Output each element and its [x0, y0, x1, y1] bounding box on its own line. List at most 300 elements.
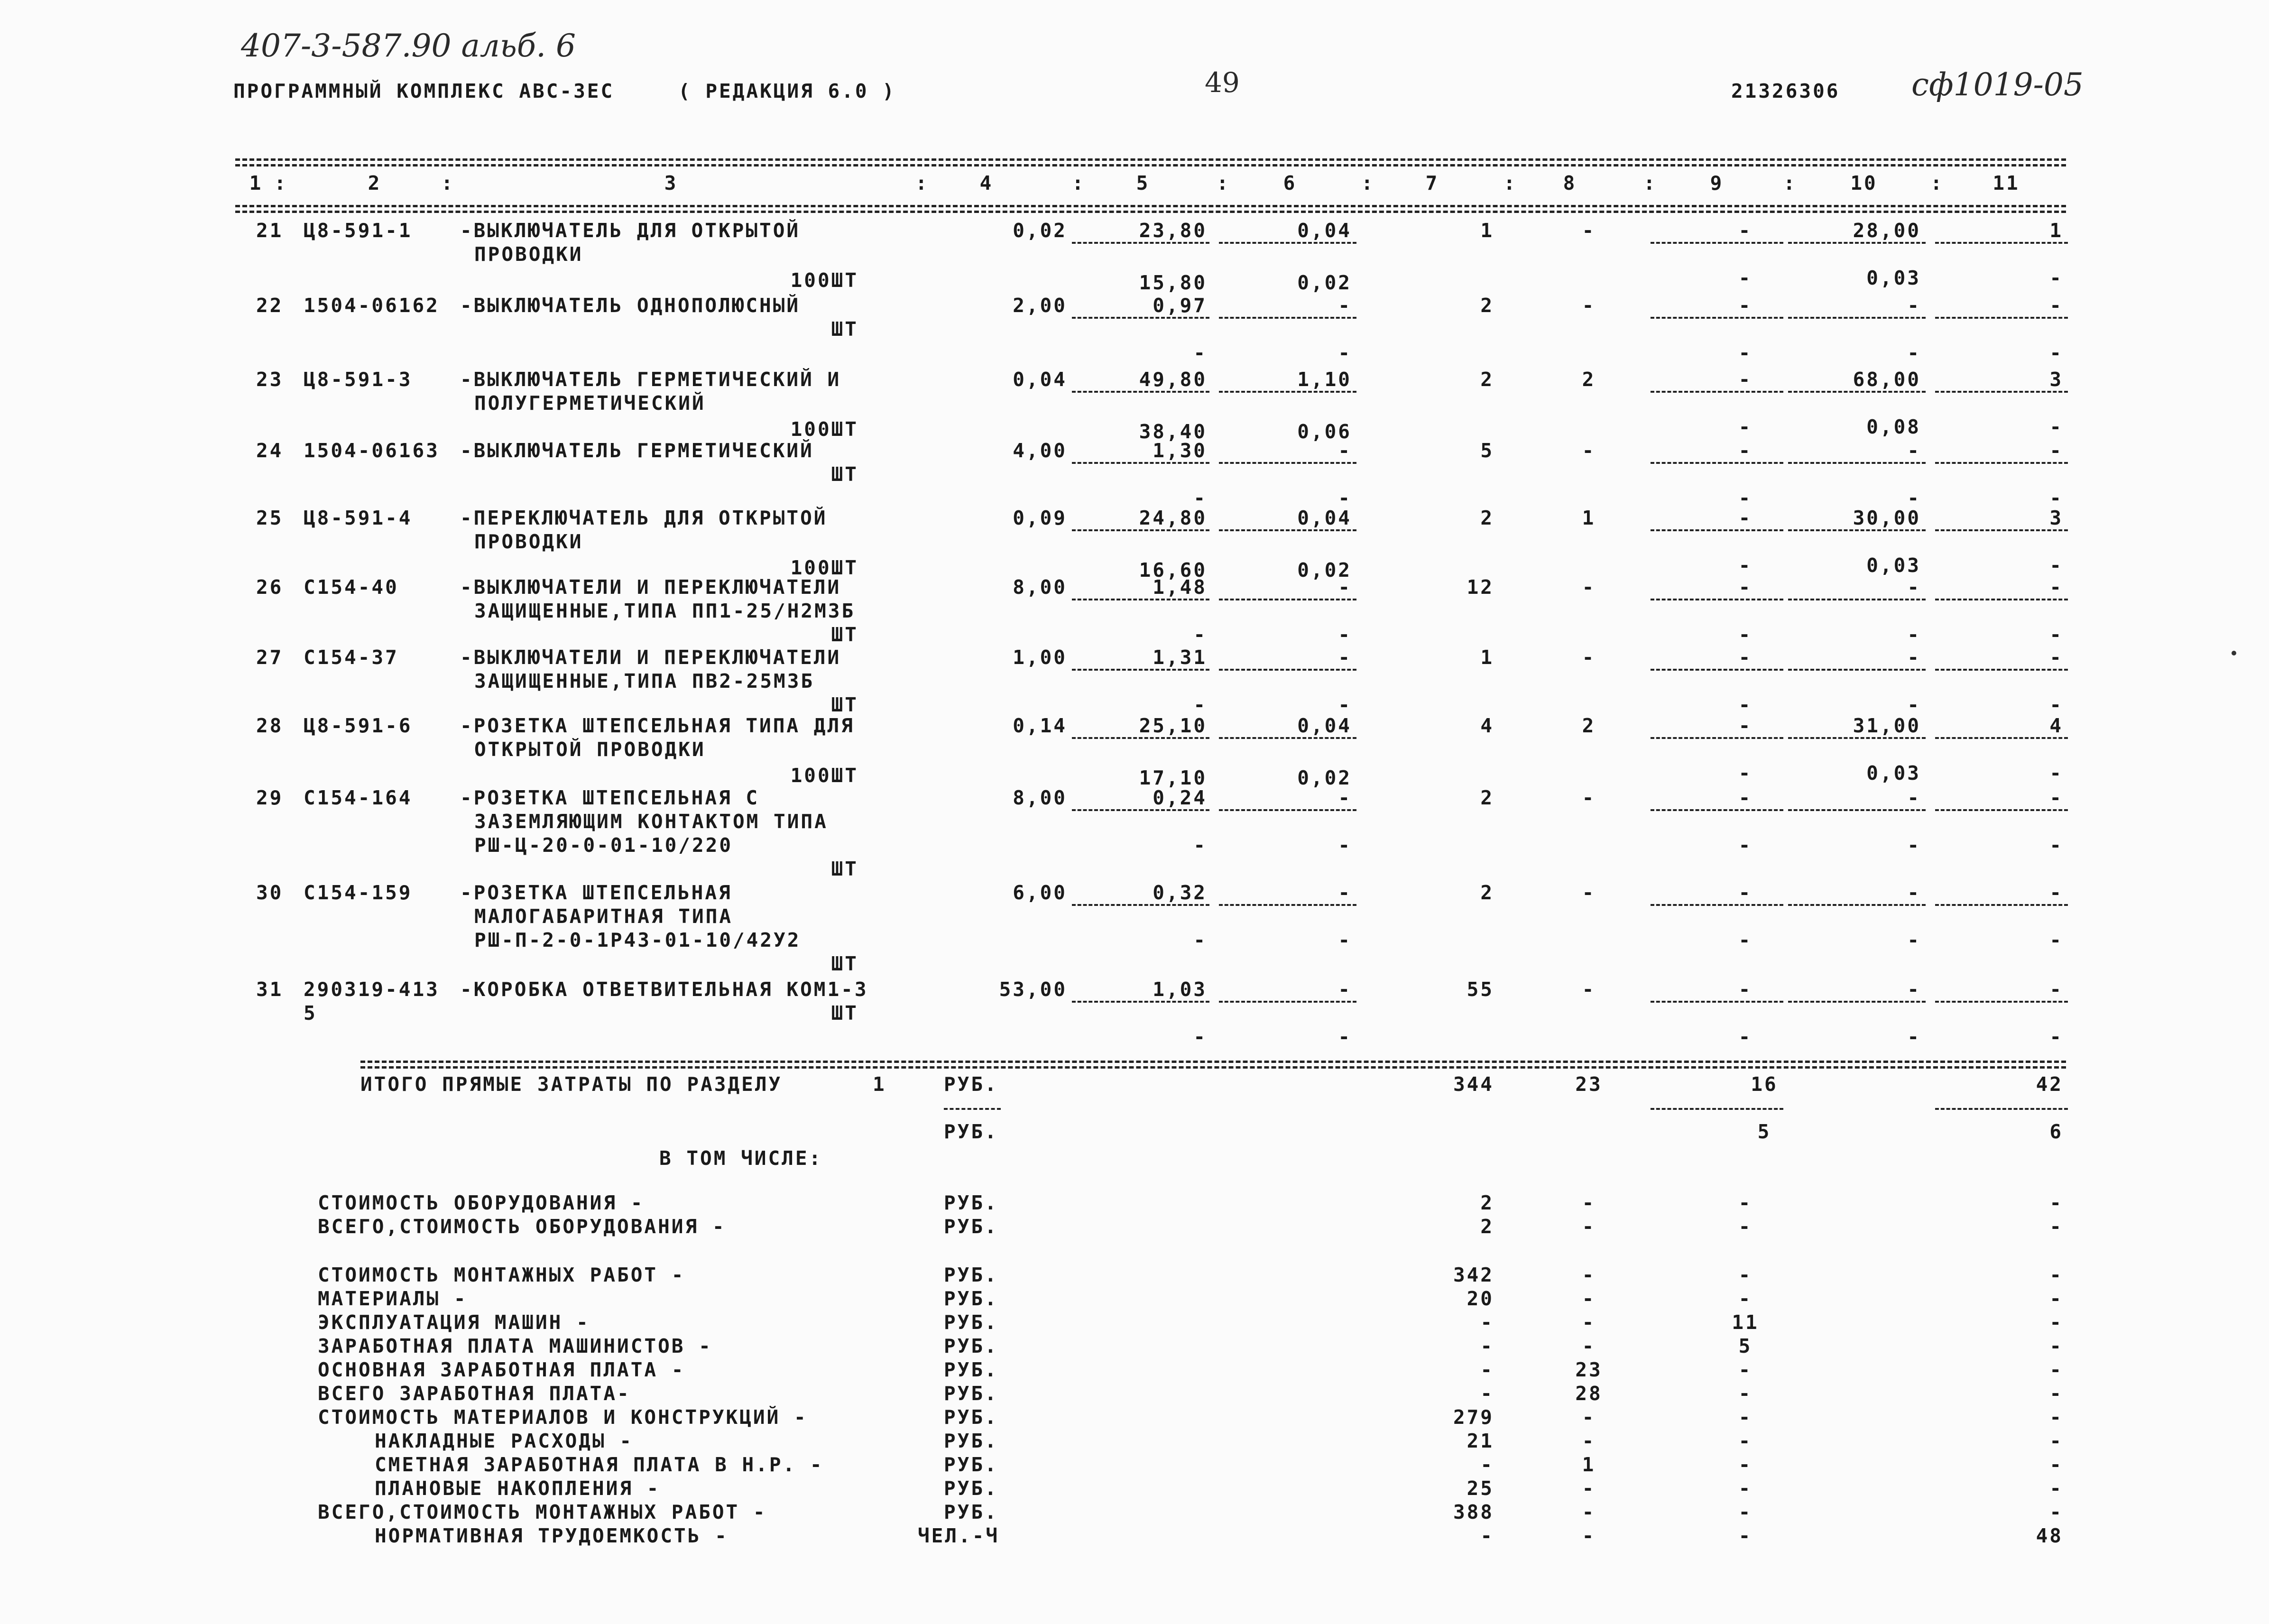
sub-rule: [1072, 317, 1209, 319]
summary-labour: -: [2049, 1382, 2063, 1405]
labour-total: -: [2049, 978, 2063, 1001]
cost-machine-wages: -: [1338, 834, 1352, 857]
summary-labour: -: [2049, 1191, 2063, 1214]
wages-sub: -: [1738, 1025, 1752, 1048]
sub-rule: [1935, 737, 2068, 739]
sub-rule: [1651, 462, 1783, 464]
row-number: 29: [256, 786, 284, 809]
summary-cost: -: [1480, 1453, 1494, 1476]
sub-rule: [1219, 809, 1356, 811]
summary-wages: 5: [1738, 1335, 1752, 1357]
total-cost: 2: [1480, 786, 1494, 809]
column-header-1: 1: [249, 172, 263, 194]
unit-of-measure: ШТ: [831, 858, 858, 880]
labour-machinists-unit: -: [1907, 1025, 1921, 1048]
labour-unit: -: [1907, 439, 1921, 462]
total-unit: РУБ.: [944, 1073, 998, 1096]
total-sub-rule: [944, 1108, 1001, 1110]
cost-machine-wages: 0,06: [1297, 420, 1352, 443]
cost-wages: -: [1193, 834, 1207, 857]
sub-rule: [1219, 1001, 1356, 1003]
sub-rule: [1219, 737, 1356, 739]
cost-total: 49,80: [1139, 368, 1207, 391]
summary-wages: -: [1738, 1382, 1752, 1405]
row-number: 22: [256, 294, 284, 317]
summary-unit: РУБ.: [944, 1311, 998, 1334]
unit-of-measure: ШТ: [831, 318, 858, 341]
resource-code: Ц8-591-3: [304, 368, 413, 391]
total-cost: 1: [1480, 219, 1494, 242]
total-cost: 1: [1480, 646, 1494, 669]
cost-total: 23,80: [1139, 219, 1207, 242]
sub-rule: [1935, 391, 2068, 393]
total-wages: -: [1738, 646, 1752, 669]
total-wages: -: [1738, 881, 1752, 904]
summary-labour: -: [2049, 1358, 2063, 1381]
labour-machinists-unit: -: [1907, 693, 1921, 716]
sub-rule: [1651, 317, 1783, 319]
cost-wages: -: [1193, 623, 1207, 646]
item-name-line: -ПЕРЕКЛЮЧАТЕЛЬ ДЛЯ ОТКРЫТОЙ: [460, 507, 828, 529]
sub-rule: [1788, 529, 1926, 531]
unit-of-measure: 100ШТ: [790, 418, 858, 441]
sub-rule: [1788, 391, 1926, 393]
column-separator: :: [1503, 172, 1517, 194]
sub-rule: [1072, 599, 1209, 600]
labour-unit: -: [1907, 646, 1921, 669]
sub-rule: [1651, 737, 1783, 739]
total-cost: 2: [1480, 507, 1494, 529]
summary-machines: -: [1582, 1264, 1596, 1286]
sub-rule: [1651, 809, 1783, 811]
sub-rule: [1788, 737, 1926, 739]
wages-sub: -: [1738, 554, 1752, 577]
summary-machines: 23: [1575, 1358, 1603, 1381]
item-name-line: -КОРОБКА ОТВЕТВИТЕЛЬНАЯ КОМ1-3: [460, 978, 868, 1001]
summary-wages: -: [1738, 1358, 1752, 1381]
sub-rule: [1651, 599, 1783, 600]
column-header-7: 7: [1425, 172, 1439, 194]
summary-machines: -: [1582, 1430, 1596, 1452]
sub-rule: [1651, 242, 1783, 244]
summary-wages: -: [1738, 1406, 1752, 1429]
summary-labour: -: [2049, 1215, 2063, 1238]
total-section: 1: [873, 1073, 886, 1096]
summary-labour: -: [2049, 1501, 2063, 1523]
cost-wages: 16,60: [1139, 559, 1207, 581]
column-header-11: 11: [1992, 172, 2020, 194]
summary-label: ОСНОВНАЯ ЗАРАБОТНАЯ ПЛАТА -: [318, 1358, 685, 1381]
summary-wages: -: [1738, 1430, 1752, 1452]
sub-rule: [1788, 599, 1926, 600]
total-cost: 2: [1480, 294, 1494, 317]
column-separator: :: [1217, 172, 1230, 194]
summary-unit: РУБ.: [944, 1215, 998, 1238]
header-rule-top: [235, 158, 2066, 161]
labour-unit: -: [1907, 881, 1921, 904]
wages-sub: -: [1738, 267, 1752, 289]
item-name-line: -ВЫКЛЮЧАТЕЛЬ ГЕРМЕТИЧЕСКИЙ: [460, 439, 814, 462]
quantity: 1,00: [1013, 646, 1067, 669]
cost-wages: -: [1193, 693, 1207, 716]
cost-machine-wages: -: [1338, 929, 1352, 951]
labour-total: 4: [2049, 714, 2063, 737]
summary-cost: 279: [1453, 1406, 1494, 1429]
document-number: 21326306: [1731, 80, 1840, 102]
summary-labour: -: [2049, 1406, 2063, 1429]
column-header-5: 5: [1136, 172, 1150, 194]
labour-unit: 31,00: [1853, 714, 1921, 737]
row-number: 23: [256, 368, 284, 391]
sub-rule: [1072, 904, 1209, 906]
sub-rule: [1219, 904, 1356, 906]
cost-total: 1,31: [1153, 646, 1207, 669]
quantity: 0,09: [1013, 507, 1067, 529]
cost-machines: 0,04: [1297, 219, 1352, 242]
item-name-line: ОТКРЫТОЙ ПРОВОДКИ: [474, 738, 706, 761]
summary-wages: -: [1738, 1524, 1752, 1547]
resource-code: 1504-06162: [304, 294, 440, 317]
total-cost: 2: [1480, 881, 1494, 904]
labour-machinists-total: -: [2049, 267, 2063, 289]
cost-total: 25,10: [1139, 714, 1207, 737]
row-number: 31: [256, 978, 284, 1001]
labour-machinists-total: -: [2049, 834, 2063, 857]
sub-rule: [1219, 391, 1356, 393]
labour-machinists-total: -: [2049, 487, 2063, 509]
summary-unit: РУБ.: [944, 1501, 998, 1523]
cost-machine-wages: -: [1338, 623, 1352, 646]
row-number: 30: [256, 881, 284, 904]
total-label: ИТОГО ПРЯМЫЕ ЗАТРАТЫ ПО РАЗДЕЛУ: [360, 1073, 783, 1096]
summary-labour: -: [2049, 1264, 2063, 1286]
summary-cost: 342: [1453, 1264, 1494, 1286]
total-labour: 42: [2036, 1073, 2063, 1096]
total-sub-rule: [1651, 1108, 1783, 1110]
unit-of-measure: 100ШТ: [790, 556, 858, 579]
total-machines: 2: [1582, 714, 1596, 737]
total-wages: -: [1738, 439, 1752, 462]
summary-unit: РУБ.: [944, 1477, 998, 1500]
quantity: 53,00: [999, 978, 1067, 1001]
item-name-line: ПРОВОДКИ: [474, 243, 583, 266]
summary-labour: 48: [2036, 1524, 2063, 1547]
sub-rule: [1935, 669, 2068, 671]
labour-total: -: [2049, 294, 2063, 317]
summary-label: ВСЕГО,СТОИМОСТЬ ОБОРУДОВАНИЯ -: [318, 1215, 726, 1238]
summary-unit: РУБ.: [944, 1287, 998, 1310]
summary-label: СТОИМОСТЬ МАТЕРИАЛОВ И КОНСТРУКЦИЙ -: [318, 1406, 808, 1429]
labour-machinists-unit: 0,08: [1866, 415, 1921, 438]
sub-rule: [1935, 599, 2068, 600]
cost-total: 0,97: [1153, 294, 1207, 317]
labour-machinists-unit: 0,03: [1866, 762, 1921, 784]
row-number: 27: [256, 646, 284, 669]
total-machines: -: [1582, 219, 1596, 242]
labour-total: -: [2049, 786, 2063, 809]
total-rule: [360, 1061, 2066, 1063]
total-machines: -: [1582, 978, 1596, 1001]
cost-machine-wages: -: [1338, 341, 1352, 364]
unit-of-measure: ШТ: [831, 693, 858, 716]
sub-rule: [1219, 462, 1356, 464]
column-separator: :: [915, 172, 929, 194]
labour-total: -: [2049, 646, 2063, 669]
wages-sub: -: [1738, 415, 1752, 438]
sub-rule: [1072, 391, 1209, 393]
summary-cost: 21: [1467, 1430, 1494, 1452]
labour-machinists-total: -: [2049, 1025, 2063, 1048]
item-name-line: МАЛОГАБАРИТНАЯ ТИПА: [474, 905, 733, 928]
cost-wages: 15,80: [1139, 271, 1207, 294]
cost-total: 1,48: [1153, 576, 1207, 599]
labour-machinists-unit: -: [1907, 834, 1921, 857]
summary-label: СМЕТНАЯ ЗАРАБОТНАЯ ПЛАТА В Н.Р. -: [375, 1453, 824, 1476]
sub-rule: [1935, 809, 2068, 811]
sub-rule: [1651, 529, 1783, 531]
labour-total: 3: [2049, 507, 2063, 529]
summary-label: СТОИМОСТЬ МОНТАЖНЫХ РАБОТ -: [318, 1264, 685, 1286]
summary-unit: РУБ.: [944, 1264, 998, 1286]
summary-cost: 25: [1467, 1477, 1494, 1500]
sub-rule: [1788, 462, 1926, 464]
sub-rule: [1072, 462, 1209, 464]
header-rule-bottom: [235, 205, 2066, 207]
column-header-4: 4: [979, 172, 994, 194]
summary-labour: -: [2049, 1287, 2063, 1310]
summary-label: ЗАРАБОТНАЯ ПЛАТА МАШИНИСТОВ -: [318, 1335, 712, 1357]
labour-unit: -: [1907, 978, 1921, 1001]
cost-machines: -: [1338, 786, 1352, 809]
summary-labour: -: [2049, 1477, 2063, 1500]
quantity: 8,00: [1013, 576, 1067, 599]
summary-machines: 1: [1582, 1453, 1596, 1476]
summary-machines: -: [1582, 1191, 1596, 1214]
total-machines: -: [1582, 646, 1596, 669]
sub-rule: [1651, 669, 1783, 671]
column-separator: :: [1072, 172, 1086, 194]
labour-machinists-total: -: [2049, 929, 2063, 951]
wages-sub: -: [1738, 693, 1752, 716]
item-name-line: -ВЫКЛЮЧАТЕЛЬ ДЛЯ ОТКРЫТОЙ: [460, 219, 801, 242]
total-machines: -: [1582, 881, 1596, 904]
cost-machines: -: [1338, 439, 1352, 462]
column-separator: :: [1930, 172, 1944, 194]
summary-label: ВСЕГО,СТОИМОСТЬ МОНТАЖНЫХ РАБОТ -: [318, 1501, 767, 1523]
resource-code: С154-37: [304, 646, 399, 669]
summary-unit: РУБ.: [944, 1382, 998, 1405]
labour-machinists-total: -: [2049, 415, 2063, 438]
total-machines: 1: [1582, 507, 1596, 529]
summary-labour: -: [2049, 1430, 2063, 1452]
summary-unit: РУБ.: [944, 1335, 998, 1357]
labour-machinists-total: -: [2049, 341, 2063, 364]
wages-sub: -: [1738, 929, 1752, 951]
unit-of-measure: 100ШТ: [790, 764, 858, 787]
program-title: ПРОГРАММНЫЙ КОМПЛЕКС АВС-3ЕС: [233, 80, 615, 102]
cost-total: 0,24: [1153, 786, 1207, 809]
labour-machinists-unit: -: [1907, 623, 1921, 646]
summary-wages: -: [1738, 1287, 1752, 1310]
sub-rule: [1935, 317, 2068, 319]
sub-rule: [1072, 669, 1209, 671]
unit-of-measure: ШТ: [831, 623, 858, 646]
labour-machinists-unit: -: [1907, 929, 1921, 951]
item-name-line: -РОЗЕТКА ШТЕПСЕЛЬНАЯ: [460, 881, 732, 904]
row-number: 24: [256, 439, 284, 462]
cost-wages: -: [1193, 1025, 1207, 1048]
summary-machines: -: [1582, 1311, 1596, 1334]
resource-code: С154-164: [304, 786, 413, 809]
total-machines: -: [1582, 439, 1596, 462]
cost-wages: -: [1193, 487, 1207, 509]
item-name-line: ПРОВОДКИ: [474, 530, 583, 553]
sub-rule: [1651, 391, 1783, 393]
quantity: 4,00: [1013, 439, 1067, 462]
quantity: 0,02: [1013, 219, 1067, 242]
cost-machines: -: [1338, 978, 1352, 1001]
summary-cost: -: [1480, 1335, 1494, 1357]
sub-rule: [1219, 599, 1356, 600]
sub-rule: [1788, 809, 1926, 811]
quantity: 0,04: [1013, 368, 1067, 391]
cost-machine-wages: -: [1338, 1025, 1352, 1048]
total-cost: 2: [1480, 368, 1494, 391]
sub-rule: [1072, 737, 1209, 739]
sub-rule: [1072, 809, 1209, 811]
column-header-2: 2: [368, 172, 382, 194]
unit-of-measure: 100ШТ: [790, 269, 858, 292]
labour-machinists-unit: 0,03: [1866, 267, 1921, 289]
resource-code: С154-40: [304, 576, 399, 599]
summary-wages: 11: [1732, 1311, 1759, 1334]
summary-unit: РУБ.: [944, 1191, 998, 1214]
sub-rule: [1219, 317, 1356, 319]
labour-total: -: [2049, 881, 2063, 904]
header-rule-top-2: [235, 164, 2066, 166]
labour-unit: -: [1907, 786, 1921, 809]
total-cost: 5: [1480, 439, 1494, 462]
summary-cost: -: [1480, 1382, 1494, 1405]
wages-sub: -: [1738, 623, 1752, 646]
summary-cost: 2: [1480, 1215, 1494, 1238]
item-name-line: ЗАЩИЩЕННЫЕ,ТИПА ПП1-25/Н2М3Б: [474, 600, 856, 622]
column-separator: :: [1783, 172, 1797, 194]
labour-total: 3: [2049, 368, 2063, 391]
quantity: 6,00: [1013, 881, 1067, 904]
album-annotation: 407-3-587.90 альб. 6: [241, 28, 576, 64]
summary-wages: -: [1738, 1215, 1752, 1238]
total-machines: 23: [1575, 1073, 1603, 1096]
total-wages: -: [1738, 294, 1752, 317]
labour-machinists-unit: 0,03: [1866, 554, 1921, 577]
resource-code: 1504-06163: [304, 439, 440, 462]
sub-rule: [1935, 1001, 2068, 1003]
labour-machinists-total: -: [2049, 762, 2063, 784]
summary-machines: -: [1582, 1524, 1596, 1547]
total-cost: 344: [1453, 1073, 1494, 1096]
item-name-line: ЗАЩИЩЕННЫЕ,ТИПА ПВ2-25М3Б: [474, 670, 815, 692]
summary-unit: РУБ.: [944, 1430, 998, 1452]
column-separator: :: [1361, 172, 1375, 194]
summary-cost: 20: [1467, 1287, 1494, 1310]
quantity: 8,00: [1013, 786, 1067, 809]
summary-wages: -: [1738, 1264, 1752, 1286]
resource-code: Ц8-591-1: [304, 219, 413, 242]
item-name-line: -ВЫКЛЮЧАТЕЛЬ ГЕРМЕТИЧЕСКИЙ И: [460, 368, 841, 391]
edition-label: ( РЕДАКЦИЯ 6.0 ): [678, 80, 896, 102]
sheet-code: сф1019-05: [1911, 66, 2084, 103]
cost-machine-wages: 0,02: [1297, 559, 1352, 581]
total-wages: -: [1738, 786, 1752, 809]
cost-machines: 1,10: [1297, 368, 1352, 391]
column-header-10: 10: [1850, 172, 1878, 194]
item-name-line: -ВЫКЛЮЧАТЕЛИ И ПЕРЕКЛЮЧАТЕЛИ: [460, 576, 841, 599]
cost-total: 24,80: [1139, 507, 1207, 529]
summary-unit: РУБ.: [944, 1358, 998, 1381]
total-machines: -: [1582, 786, 1596, 809]
total-machines: -: [1582, 294, 1596, 317]
total-sub-rule: [1935, 1108, 2068, 1110]
row-number: 25: [256, 507, 284, 529]
labour-machinists-unit: -: [1907, 487, 1921, 509]
sub-rule: [1935, 904, 2068, 906]
summary-machines: -: [1582, 1287, 1596, 1310]
resource-code-cont: 5: [304, 1002, 317, 1024]
wages-sub: -: [1738, 487, 1752, 509]
total-labour-sub: 6: [2049, 1120, 2063, 1143]
summary-machines: -: [1582, 1215, 1596, 1238]
summary-unit: РУБ.: [944, 1453, 998, 1476]
labour-unit: 28,00: [1853, 219, 1921, 242]
total-wages: -: [1738, 219, 1752, 242]
cost-machines: -: [1338, 646, 1352, 669]
summary-wages: -: [1738, 1501, 1752, 1523]
sub-rule: [1219, 529, 1356, 531]
header-rule-bottom-2: [235, 211, 2066, 213]
quantity: 0,14: [1013, 714, 1067, 737]
sub-rule: [1935, 529, 2068, 531]
summary-machines: -: [1582, 1477, 1596, 1500]
labour-total: -: [2049, 439, 2063, 462]
total-machines: -: [1582, 576, 1596, 599]
labour-unit: -: [1907, 294, 1921, 317]
summary-wages: -: [1738, 1477, 1752, 1500]
labour-total: 1: [2049, 219, 2063, 242]
cost-total: 0,32: [1153, 881, 1207, 904]
resource-code: С154-159: [304, 881, 413, 904]
item-name-line: ЗАЗЕМЛЯЮЩИМ КОНТАКТОМ ТИПА: [474, 810, 828, 833]
cost-machine-wages: -: [1338, 693, 1352, 716]
sub-rule: [1935, 462, 2068, 464]
summary-wages: -: [1738, 1191, 1752, 1214]
labour-unit: 68,00: [1853, 368, 1921, 391]
cost-machines: 0,04: [1297, 507, 1352, 529]
summary-labour: -: [2049, 1453, 2063, 1476]
sub-rule: [1219, 242, 1356, 244]
column-header-3: 3: [664, 172, 678, 194]
sub-rule: [1788, 904, 1926, 906]
total-wages: -: [1738, 714, 1752, 737]
cost-wages: -: [1193, 341, 1207, 364]
sub-rule: [1219, 669, 1356, 671]
summary-cost: -: [1480, 1311, 1494, 1334]
summary-label: ПЛАНОВЫЕ НАКОПЛЕНИЯ -: [375, 1477, 661, 1500]
summary-machines: -: [1582, 1335, 1596, 1357]
wages-sub: -: [1738, 341, 1752, 364]
row-number: 26: [256, 576, 284, 599]
item-name-line: -ВЫКЛЮЧАТЕЛЬ ОДНОПОЛЮСНЫЙ: [460, 294, 801, 317]
